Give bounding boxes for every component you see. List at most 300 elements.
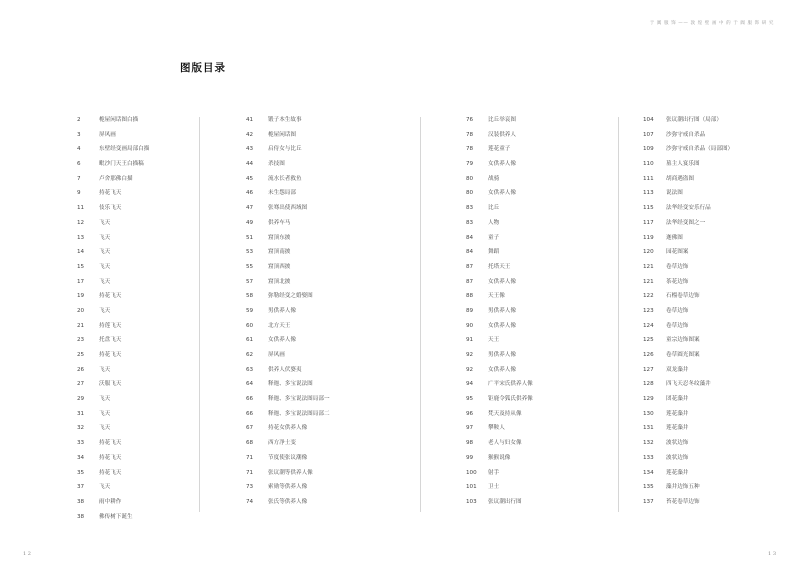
- toc-entry-title: 女供养人像: [268, 337, 296, 344]
- toc-column-3: [466, 113, 606, 510]
- toc-entry: [466, 436, 606, 451]
- toc-entry-page-number: 61: [246, 337, 254, 344]
- toc-entry-title: 双龙藻井: [666, 366, 689, 373]
- toc-entry: [77, 319, 197, 334]
- toc-entry-title: 女供养人像: [488, 322, 516, 329]
- toc-entry-title: 杀技图: [268, 161, 285, 168]
- toc-entry: [643, 392, 783, 407]
- toc-entry-title: 启侍女与比丘: [268, 146, 302, 153]
- toc-entry-title: 女供养人像: [488, 190, 516, 197]
- toc-entry: [643, 245, 783, 260]
- column-divider: [420, 117, 421, 512]
- toc-entry-title: 释迦、多宝说法图局部一: [268, 396, 330, 403]
- toc-entry-page-number: 128: [643, 381, 654, 388]
- toc-entry-title: 法华经变图之一: [666, 219, 706, 226]
- toc-entry-page-number: 6: [77, 161, 81, 168]
- toc-entry-page-number: 87: [466, 278, 474, 285]
- toc-entry-title: 持花飞天: [99, 352, 122, 358]
- toc-entry-page-number: 132: [643, 440, 654, 447]
- toc-entry-title: 桅屋闲话图: [268, 131, 296, 138]
- toc-entry: [466, 201, 606, 216]
- toc-entry: [77, 436, 197, 451]
- toc-entry-title: 飞天: [99, 278, 111, 285]
- toc-entry-page-number: 27: [77, 381, 85, 388]
- toc-entry: [466, 421, 606, 436]
- toc-entry-title: 比丘: [488, 205, 500, 212]
- toc-entry-title: 女供养人像: [488, 278, 516, 285]
- toc-entry-page-number: 12: [77, 219, 85, 226]
- toc-entry: [643, 231, 783, 246]
- toc-entry-title: 索勋等供养人像: [268, 484, 308, 491]
- toc-entry-title: 梵天及持从像: [488, 410, 522, 417]
- toc-entry-page-number: 57: [246, 278, 254, 285]
- toc-entry: [466, 495, 606, 510]
- toc-entry-title: 飞天: [99, 410, 111, 417]
- toc-entry: [77, 348, 197, 363]
- toc-entry-page-number: 34: [77, 454, 85, 461]
- toc-entry: [643, 363, 783, 378]
- toc-entry-title: 天王像: [488, 293, 505, 300]
- toc-entry-title: 屏风画: [99, 131, 116, 138]
- toc-entry-title: 四飞天忍冬纹藻井: [666, 381, 711, 388]
- toc-entry-page-number: 78: [466, 131, 474, 138]
- toc-entry-title: 飞天: [99, 219, 111, 226]
- toc-entry-title: 托盘飞天: [99, 337, 122, 344]
- toc-entry-page-number: 76: [466, 117, 474, 123]
- toc-entry: [643, 495, 783, 510]
- toc-entry: [246, 304, 376, 319]
- toc-entry-page-number: 98: [466, 440, 474, 447]
- toc-entry-title: 石榴卷草边饰: [666, 293, 700, 300]
- toc-entry-page-number: 119: [643, 234, 654, 241]
- toc-entry-page-number: 92: [466, 352, 474, 358]
- column-divider: [618, 117, 619, 512]
- toc-entry-page-number: 84: [466, 234, 474, 241]
- toc-entry: [466, 186, 606, 201]
- toc-entry-title: 持花飞天: [99, 454, 122, 461]
- toc-entry: [77, 231, 197, 246]
- toc-entry: [466, 289, 606, 304]
- toc-entry-page-number: 17: [77, 278, 85, 285]
- toc-entry-page-number: 113: [643, 190, 654, 197]
- toc-entry-page-number: 88: [466, 293, 474, 300]
- toc-entry-page-number: 33: [77, 440, 85, 447]
- toc-entry-title: 飞天: [99, 307, 111, 314]
- toc-entry: [246, 319, 376, 334]
- toc-entry-title: 供养车马: [268, 219, 291, 226]
- toc-entry-page-number: 129: [643, 396, 654, 403]
- toc-entry-title: 女供养人像: [488, 366, 516, 373]
- toc-entry-page-number: 20: [77, 307, 85, 314]
- toc-entry: [643, 421, 783, 436]
- toc-entry-title: 女供养人像: [488, 161, 516, 168]
- toc-entry-page-number: 109: [643, 146, 654, 153]
- toc-entry-page-number: 110: [643, 161, 654, 168]
- toc-entry-page-number: 26: [77, 366, 85, 373]
- toc-entry: [246, 333, 376, 348]
- page-number-right: 1 3: [768, 551, 776, 557]
- toc-entry-title: 释迦、多宝说法图: [268, 381, 313, 388]
- toc-entry-title: 墓主人宴乐图: [666, 161, 700, 168]
- toc-entry: [466, 363, 606, 378]
- toc-entry: [466, 319, 606, 334]
- toc-entry: [77, 113, 197, 128]
- toc-entry: [77, 304, 197, 319]
- toc-entry-page-number: 67: [246, 425, 254, 432]
- toc-entry: [643, 377, 783, 392]
- toc-entry: [643, 407, 783, 422]
- toc-entry-title: 苔花卷草边饰: [666, 498, 700, 505]
- toc-entry-title: 桅屋闲话图白描: [99, 117, 139, 123]
- toc-entry: [643, 113, 783, 128]
- toc-entry: [77, 186, 197, 201]
- toc-entry-title: 屏风画: [268, 352, 285, 358]
- toc-entry-page-number: 80: [466, 175, 474, 182]
- toc-entry: [77, 142, 197, 157]
- toc-entry-title: 伎乐飞天: [99, 205, 122, 212]
- toc-entry: [466, 392, 606, 407]
- toc-entry-page-number: 124: [643, 322, 654, 329]
- toc-entry-title: 持花飞天: [99, 190, 122, 197]
- toc-entry: [466, 231, 606, 246]
- toc-entry-title: 毗沙门天王白描稿: [99, 161, 144, 168]
- toc-entry-page-number: 89: [466, 307, 474, 314]
- toc-entry-title: 持花飞天: [99, 469, 122, 476]
- toc-entry-title: 窟顶西披: [268, 263, 291, 270]
- toc-entry: [77, 333, 197, 348]
- toc-entry-page-number: 63: [246, 366, 254, 373]
- toc-entry-page-number: 104: [643, 117, 654, 123]
- toc-entry: [77, 201, 197, 216]
- toc-entry-title: 持莲飞天: [99, 322, 122, 329]
- toc-entry-page-number: 95: [466, 396, 474, 403]
- toc-entry-page-number: 103: [466, 498, 477, 505]
- toc-entry-page-number: 15: [77, 263, 85, 270]
- toc-entry-page-number: 78: [466, 146, 474, 153]
- toc-entry: [466, 245, 606, 260]
- toc-entry: [643, 436, 783, 451]
- toc-entry-title: 未生怨局部: [268, 190, 296, 197]
- toc-entry-page-number: 90: [466, 322, 474, 329]
- toc-entry-page-number: 45: [246, 175, 254, 182]
- toc-entry-page-number: 42: [246, 131, 254, 138]
- toc-entry-page-number: 91: [466, 337, 474, 344]
- toc-entry-title: 飞天: [99, 366, 111, 373]
- toc-entry-title: 广平宋氏供养人像: [488, 381, 533, 388]
- toc-entry-page-number: 111: [643, 175, 654, 182]
- toc-entry-page-number: 79: [466, 161, 474, 168]
- toc-entry: [643, 260, 783, 275]
- toc-entry: [466, 480, 606, 495]
- toc-entry-page-number: 35: [77, 469, 85, 476]
- toc-entry-page-number: 107: [643, 131, 654, 138]
- toc-entry: [246, 451, 376, 466]
- toc-entry-title: 汉装供养人: [488, 131, 516, 138]
- toc-entry: [77, 275, 197, 290]
- toc-entry-title: 张议潮出行图: [488, 498, 522, 505]
- toc-entry: [466, 157, 606, 172]
- toc-entry-page-number: 37: [77, 484, 85, 491]
- toc-entry-page-number: 83: [466, 219, 474, 226]
- toc-entry-title: 人物: [488, 219, 500, 226]
- toc-entry: [246, 495, 376, 510]
- toc-entry-title: 沃服飞天: [99, 381, 122, 388]
- toc-entry-title: 天王: [488, 337, 500, 344]
- toc-entry-title: 窟顶东披: [268, 234, 291, 241]
- toc-entry-title: 男供养人像: [488, 307, 516, 314]
- toc-entry-page-number: 68: [246, 440, 254, 447]
- toc-entry: [246, 275, 376, 290]
- toc-entry-title: 园花图案: [666, 249, 689, 256]
- toc-entry-page-number: 117: [643, 219, 654, 226]
- toc-entry-title: 攀鞍人: [488, 425, 505, 432]
- toc-entry-title: 比丘举哀图: [488, 117, 516, 123]
- toc-entry-page-number: 133: [643, 454, 654, 461]
- toc-entry-page-number: 31: [77, 410, 85, 417]
- toc-entry: [246, 480, 376, 495]
- running-header: 于 阗 服 饰 —— 敦 煌 壁 画 中 的 于 阗 服 饰 研 究: [649, 21, 774, 26]
- toc-entry-title: 童宗边饰图案: [666, 337, 700, 344]
- toc-entry-page-number: 87: [466, 263, 474, 270]
- column-divider: [199, 117, 200, 512]
- toc-entry: [77, 421, 197, 436]
- toc-entry: [77, 407, 197, 422]
- toc-entry-page-number: 25: [77, 352, 85, 358]
- toc-entry-page-number: 46: [246, 190, 254, 197]
- toc-entry-title: 莲花童子: [488, 146, 511, 153]
- toc-entry: [246, 245, 376, 260]
- toc-entry-page-number: 101: [466, 484, 477, 491]
- toc-entry: [466, 128, 606, 143]
- toc-column-1: [77, 113, 197, 524]
- toc-entry-title: 男供养人像: [268, 307, 296, 314]
- toc-entry-title: 卷草圆光图案: [666, 352, 700, 358]
- toc-entry: [246, 363, 376, 378]
- toc-entry-page-number: 51: [246, 234, 254, 241]
- toc-entry: [643, 304, 783, 319]
- page-number-left: 1 2: [23, 551, 31, 557]
- toc-entry-title: 男供养人像: [488, 352, 516, 358]
- toc-entry-page-number: 38: [77, 513, 85, 520]
- toc-entry: [643, 142, 783, 157]
- toc-entry-title: 北方天王: [268, 322, 291, 329]
- toc-entry-page-number: 66: [246, 410, 254, 417]
- toc-entry: [246, 128, 376, 143]
- toc-entry-page-number: 11: [77, 205, 85, 212]
- toc-entry: [77, 377, 197, 392]
- toc-entry-page-number: 71: [246, 454, 254, 461]
- toc-entry: [466, 142, 606, 157]
- toc-entry: [466, 466, 606, 481]
- toc-entry-title: 团花藻井: [666, 396, 689, 403]
- toc-entry: [77, 392, 197, 407]
- toc-entry: [77, 466, 197, 481]
- toc-entry-page-number: 120: [643, 249, 654, 256]
- toc-entry: [246, 172, 376, 187]
- toc-entry: [466, 113, 606, 128]
- toc-entry: [246, 436, 376, 451]
- toc-entry-page-number: 83: [466, 205, 474, 212]
- toc-entry: [643, 451, 783, 466]
- toc-entry: [643, 480, 783, 495]
- toc-entry-page-number: 115: [643, 205, 654, 212]
- toc-entry-title: 法华经变安乐行品: [666, 205, 711, 212]
- toc-entry-title: 飞天: [99, 234, 111, 241]
- toc-entry-page-number: 7: [77, 175, 81, 182]
- toc-entry-page-number: 97: [466, 425, 474, 432]
- toc-entry: [246, 392, 376, 407]
- toc-entry-title: 猴猴说像: [488, 454, 511, 461]
- toc-entry: [246, 260, 376, 275]
- toc-entry: [246, 113, 376, 128]
- toc-entry-page-number: 4: [77, 146, 81, 153]
- toc-entry-page-number: 84: [466, 249, 474, 256]
- toc-entry: [466, 333, 606, 348]
- toc-entry-title: 舞蹈: [488, 249, 500, 256]
- toc-entry-title: 卢舍那佛白描: [99, 175, 133, 182]
- toc-entry: [643, 157, 783, 172]
- toc-entry-page-number: 38: [77, 498, 85, 505]
- toc-entry-title: 窟顶南披: [268, 249, 291, 256]
- toc-entry-page-number: 55: [246, 263, 254, 270]
- toc-entry-title: 飞天: [99, 484, 111, 491]
- toc-entry: [77, 451, 197, 466]
- toc-entry-title: 莲花藻井: [666, 469, 689, 476]
- toc-entry: [246, 216, 376, 231]
- toc-entry-title: 托塔天王: [488, 263, 511, 270]
- toc-entry-title: 释迦、多宝说法图局部二: [268, 410, 330, 417]
- toc-entry-title: 胡商遇盗图: [666, 175, 694, 182]
- toc-entry: [643, 172, 783, 187]
- toc-entry-page-number: 3: [77, 131, 81, 138]
- toc-entry-page-number: 99: [466, 454, 474, 461]
- toc-entry-title: 窟顶北披: [268, 278, 291, 285]
- toc-entry: [246, 201, 376, 216]
- toc-entry: [643, 201, 783, 216]
- toc-entry: [246, 407, 376, 422]
- toc-entry-page-number: 14: [77, 249, 85, 256]
- toc-entry-title: 锻子本生故事: [268, 117, 302, 123]
- toc-entry-title: 沙弥守戒自杀品: [666, 131, 706, 138]
- toc-entry-title: 飞天: [99, 263, 111, 270]
- toc-column-4: [643, 113, 783, 510]
- toc-entry-page-number: 60: [246, 322, 254, 329]
- toc-entry-title: 流水长者救鱼: [268, 175, 302, 182]
- toc-entry-page-number: 19: [77, 293, 85, 300]
- toc-entry: [643, 275, 783, 290]
- toc-entry: [643, 128, 783, 143]
- toc-entry-title: 张议潮等供养人像: [268, 469, 313, 476]
- toc-entry: [246, 377, 376, 392]
- toc-entry-title: 佛传树下诞生: [99, 513, 133, 520]
- toc-entry-page-number: 23: [77, 337, 85, 344]
- toc-entry-title: 波状边饰: [666, 454, 689, 461]
- toc-entry: [77, 157, 197, 172]
- toc-entry-page-number: 130: [643, 410, 654, 417]
- toc-entry-title: 飞天: [99, 396, 111, 403]
- toc-entry-page-number: 59: [246, 307, 254, 314]
- toc-entry-title: 持花女供养人像: [268, 425, 308, 432]
- toc-entry: [77, 260, 197, 275]
- toc-entry: [77, 172, 197, 187]
- toc-entry: [643, 466, 783, 481]
- toc-entry: [246, 157, 376, 172]
- toc-entry-page-number: 126: [643, 352, 654, 358]
- toc-entry-title: 卷草边饰: [666, 263, 689, 270]
- toc-entry-title: 童子: [488, 234, 500, 241]
- toc-entry-page-number: 53: [246, 249, 254, 256]
- toc-entry-page-number: 127: [643, 366, 654, 373]
- toc-entry-title: 张议潮出行图（局部）: [666, 117, 722, 123]
- toc-entry: [246, 231, 376, 246]
- toc-entry: [246, 142, 376, 157]
- toc-entry: [466, 407, 606, 422]
- toc-entry-page-number: 29: [77, 396, 85, 403]
- toc-entry: [643, 216, 783, 231]
- toc-entry-page-number: 94: [466, 381, 474, 388]
- toc-entry-title: 战骑: [488, 175, 500, 182]
- toc-entry: [77, 495, 197, 510]
- toc-entry: [466, 172, 606, 187]
- toc-entry-title: 持花飞天: [99, 293, 122, 300]
- toc-entry-page-number: 71: [246, 469, 254, 476]
- toc-entry: [77, 510, 197, 525]
- toc-entry-title: 钜鹿令狐氏供养像: [488, 396, 533, 403]
- toc-entry-page-number: 121: [643, 278, 654, 285]
- toc-entry-title: 卫士: [488, 484, 500, 491]
- toc-entry-page-number: 58: [246, 293, 254, 300]
- toc-entry-page-number: 21: [77, 322, 85, 329]
- toc-entry-title: 飞天: [99, 249, 111, 256]
- toc-entry: [643, 186, 783, 201]
- toc-entry: [643, 348, 783, 363]
- toc-entry-title: 节度使张议潮像: [268, 454, 308, 461]
- toc-entry-page-number: 13: [77, 234, 85, 241]
- page-title: 图版目录: [180, 62, 226, 74]
- toc-entry-page-number: 74: [246, 498, 254, 505]
- toc-entry-title: 雨中耕作: [99, 498, 122, 505]
- toc-entry-title: 卷草边饰: [666, 307, 689, 314]
- toc-entry-page-number: 2: [77, 117, 81, 123]
- toc-entry-page-number: 41: [246, 117, 254, 123]
- toc-entry-title: 东壁经变画局部白描: [99, 146, 150, 153]
- toc-entry-title: 藻井边饰五种: [666, 484, 700, 491]
- toc-entry: [246, 186, 376, 201]
- toc-entry-title: 供养人伏婆夷: [268, 366, 302, 373]
- toc-entry: [77, 363, 197, 378]
- toc-entry: [466, 377, 606, 392]
- toc-entry-page-number: 125: [643, 337, 654, 344]
- toc-entry: [466, 275, 606, 290]
- toc-entry-page-number: 64: [246, 381, 254, 388]
- toc-entry-title: 莲花藻井: [666, 425, 689, 432]
- toc-entry-page-number: 44: [246, 161, 254, 168]
- toc-entry-title: 张氏等供养人像: [268, 498, 308, 505]
- toc-entry-title: 飞天: [99, 425, 111, 432]
- toc-entry-title: 西方净土变: [268, 440, 296, 447]
- toc-entry-page-number: 131: [643, 425, 654, 432]
- toc-entry-page-number: 137: [643, 498, 654, 505]
- toc-entry-title: 张骞出使西域图: [268, 205, 308, 212]
- toc-entry-page-number: 134: [643, 469, 654, 476]
- toc-entry-title: 老人与妇女像: [488, 440, 522, 447]
- toc-entry-title: 迦佛图: [666, 234, 683, 241]
- toc-entry: [77, 289, 197, 304]
- toc-entry-title: 射手: [488, 469, 500, 476]
- toc-entry: [77, 128, 197, 143]
- toc-entry-page-number: 122: [643, 293, 654, 300]
- toc-entry-title: 持花飞天: [99, 440, 122, 447]
